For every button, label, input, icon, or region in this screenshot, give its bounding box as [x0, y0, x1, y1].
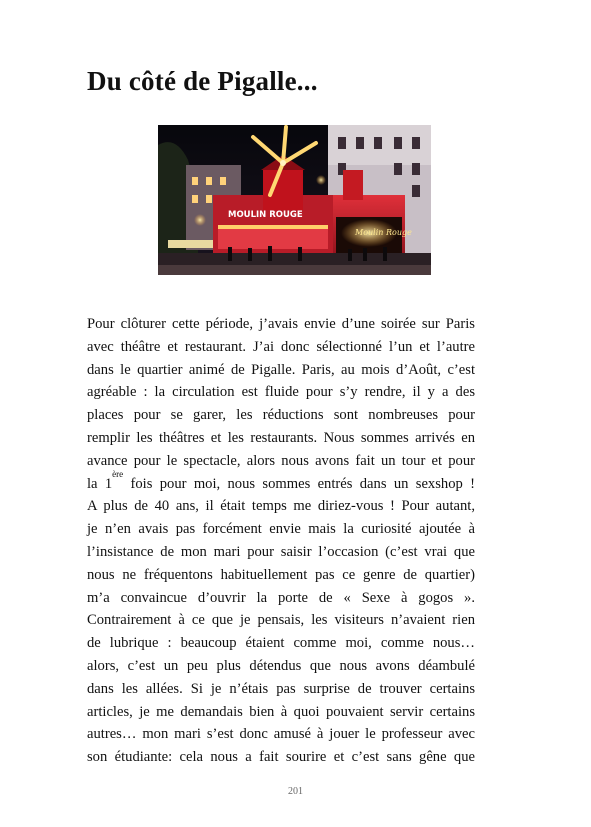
text-line-2: avec théâtre et restaurant. J’ai donc sélectionné l’un et l’autre: [87, 338, 475, 355]
text-line-14: Contrairement à ce que je pensais, les visiteurs n’avaient rien: [87, 612, 475, 629]
page-number: 201: [288, 786, 303, 797]
right-neon-sign: Moulin Rouge: [355, 228, 412, 237]
text-line-11: l’insistance de mon mari pour saisir l’occasion (c’est vrai que: [87, 543, 475, 560]
text-line-7: avance pour le spectacle, alors nous avons fait un tour et pour: [87, 452, 475, 469]
text-line-8-end: fois pour moi, nous sommes entrés dans un sexshop !: [123, 475, 475, 492]
left-neon-sign: MOULIN ROUGE: [228, 210, 303, 220]
text-line-10: je n’en avais pas forcément envie mais la curiosité ajoutée à: [87, 521, 475, 538]
text-line-9: A plus de 40 ans, il était temps me diriez-vous ! Pour autant,: [87, 498, 475, 515]
page-title: Du côté de Pigalle...: [87, 66, 318, 96]
moulin-rouge-photo: [158, 125, 431, 275]
text-line-12: nous ne fréquentons habituellement pas ce genre de quartier): [87, 566, 475, 583]
text-line-3: dans le quartier animé de Pigalle. Paris, au mois d’Août, c’est: [87, 361, 475, 378]
text-line-8: [87, 468, 475, 496]
text-line-15: de lubrique : beaucoup étaient comme moi, comme nous…: [87, 635, 475, 652]
moulin-rouge-illustration: [158, 125, 431, 275]
text-line-18: articles, je me demandais bien à quoi pouvaient servir certains: [87, 703, 475, 720]
body-paragraph: [87, 313, 475, 769]
text-line-17: dans les allées. Si je n’étais pas surprise de trouver certains: [87, 680, 475, 697]
text-line-13: m’a convaincue d’ouvrir la porte de « Sexe à gogos ».: [87, 589, 475, 606]
text-line-1: Pour clôturer cette période, j’avais envie d’une soirée sur Paris: [87, 316, 475, 332]
text-line-16: alors, c’est un peu plus détendus que nous avons déambulé: [87, 657, 475, 674]
text-line-19: autres… mon mari s’est donc amusé à jouer le professeur avec: [87, 726, 475, 743]
text-line-5: places pour se garer, les réductions sont nombreuses pour: [87, 407, 475, 424]
text-line-20: son étudiante: cela nous a fait sourire et c’est sans gêne que: [87, 749, 475, 766]
text-line-4: agréable : la circulation est fluide pour s’y rendre, il y a des: [87, 384, 475, 401]
text-line-8-start: la 1: [87, 475, 113, 492]
text-line-6: remplir les théâtres et les restaurants. Nous sommes arrivés en: [87, 429, 475, 446]
ordinal-superscript: ère: [112, 468, 124, 479]
